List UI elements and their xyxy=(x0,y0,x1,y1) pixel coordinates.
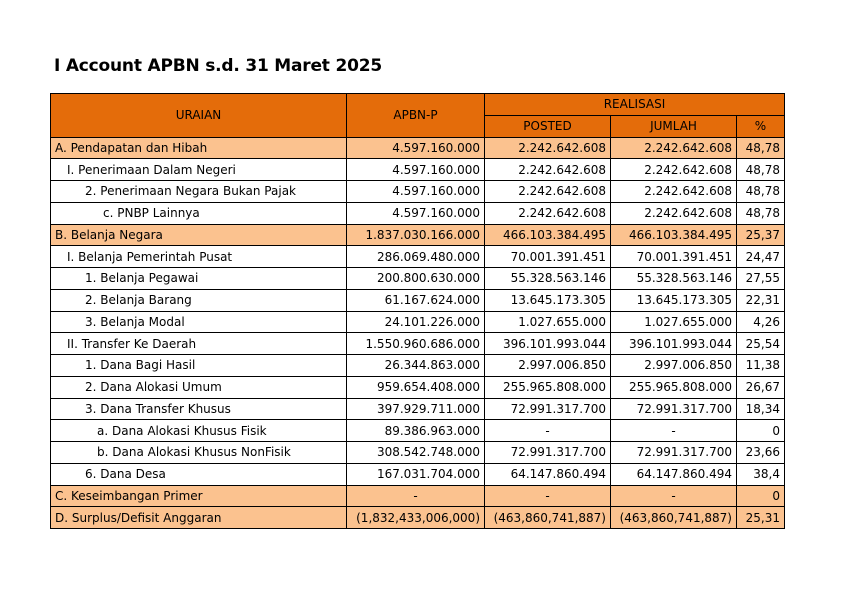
row-jumlah: 55.328.563.146 xyxy=(611,268,737,290)
row-jumlah: 72.991.317.700 xyxy=(611,442,737,464)
row-label: c. PNBP Lainnya xyxy=(51,202,347,224)
row-jumlah: - xyxy=(611,420,737,442)
table-row xyxy=(51,420,785,442)
row-posted: 2.242.642.608 xyxy=(485,137,611,159)
row-jumlah: 466.103.384.495 xyxy=(611,224,737,246)
table-row xyxy=(51,376,785,398)
table-row xyxy=(51,289,785,311)
row-apbnp: (1,832,433,006,000) xyxy=(347,507,485,529)
table-row xyxy=(51,333,785,355)
header-jumlah: JUMLAH xyxy=(611,115,737,137)
row-apbnp: 286.069.480.000 xyxy=(347,246,485,268)
row-apbnp: 200.800.630.000 xyxy=(347,268,485,290)
row-apbnp: 4.597.160.000 xyxy=(347,137,485,159)
row-percent: 48,78 xyxy=(737,202,785,224)
row-percent: 27,55 xyxy=(737,268,785,290)
row-posted: 2.997.006.850 xyxy=(485,355,611,377)
row-percent: 22,31 xyxy=(737,289,785,311)
row-apbnp: - xyxy=(347,485,485,507)
row-jumlah: - xyxy=(611,485,737,507)
header-percent: % xyxy=(737,115,785,137)
table-row xyxy=(51,463,785,485)
row-percent: 11,38 xyxy=(737,355,785,377)
row-percent: 23,66 xyxy=(737,442,785,464)
row-jumlah: 2.242.642.608 xyxy=(611,159,737,181)
row-percent: 38,4 xyxy=(737,463,785,485)
table-row xyxy=(51,159,785,181)
row-label: 2. Belanja Barang xyxy=(51,289,347,311)
table-row xyxy=(51,202,785,224)
row-posted: 1.027.655.000 xyxy=(485,311,611,333)
row-percent: 0 xyxy=(737,485,785,507)
row-percent: 48,78 xyxy=(737,181,785,203)
row-jumlah: 396.101.993.044 xyxy=(611,333,737,355)
row-apbnp: 26.344.863.000 xyxy=(347,355,485,377)
row-posted: 64.147.860.494 xyxy=(485,463,611,485)
row-percent: 18,34 xyxy=(737,398,785,420)
table-row xyxy=(51,398,785,420)
row-label: 3. Dana Transfer Khusus xyxy=(51,398,347,420)
row-percent: 25,37 xyxy=(737,224,785,246)
row-percent: 25,54 xyxy=(737,333,785,355)
row-jumlah: (463,860,741,887) xyxy=(611,507,737,529)
row-label: I. Penerimaan Dalam Negeri xyxy=(51,159,347,181)
row-label: I. Belanja Pemerintah Pusat xyxy=(51,246,347,268)
row-posted: 55.328.563.146 xyxy=(485,268,611,290)
row-label: II. Transfer Ke Daerah xyxy=(51,333,347,355)
header-posted: POSTED xyxy=(485,115,611,137)
apbn-table xyxy=(50,93,785,529)
row-apbnp: 1.837.030.166.000 xyxy=(347,224,485,246)
row-jumlah: 2.242.642.608 xyxy=(611,202,737,224)
row-posted: 2.242.642.608 xyxy=(485,181,611,203)
row-jumlah: 255.965.808.000 xyxy=(611,376,737,398)
row-label: 3. Belanja Modal xyxy=(51,311,347,333)
table-row xyxy=(51,224,785,246)
row-percent: 4,26 xyxy=(737,311,785,333)
row-posted: - xyxy=(485,420,611,442)
row-percent: 24,47 xyxy=(737,246,785,268)
row-label: 1. Dana Bagi Hasil xyxy=(51,355,347,377)
row-percent: 0 xyxy=(737,420,785,442)
row-label: C. Keseimbangan Primer xyxy=(51,485,347,507)
table-row xyxy=(51,485,785,507)
row-jumlah: 64.147.860.494 xyxy=(611,463,737,485)
row-posted: - xyxy=(485,485,611,507)
table-row xyxy=(51,246,785,268)
table-row xyxy=(51,311,785,333)
header-uraian: URAIAN xyxy=(51,94,347,138)
row-jumlah: 2.242.642.608 xyxy=(611,181,737,203)
row-apbnp: 89.386.963.000 xyxy=(347,420,485,442)
row-apbnp: 24.101.226.000 xyxy=(347,311,485,333)
row-label: 6. Dana Desa xyxy=(51,463,347,485)
header-apbnp: APBN-P xyxy=(347,94,485,138)
row-apbnp: 1.550.960.686.000 xyxy=(347,333,485,355)
page-title: I Account APBN s.d. 31 Maret 2025 xyxy=(54,56,382,76)
row-jumlah: 13.645.173.305 xyxy=(611,289,737,311)
row-label: 2. Dana Alokasi Umum xyxy=(51,376,347,398)
row-posted: 70.001.391.451 xyxy=(485,246,611,268)
row-posted: 72.991.317.700 xyxy=(485,442,611,464)
row-posted: (463,860,741,887) xyxy=(485,507,611,529)
row-jumlah: 70.001.391.451 xyxy=(611,246,737,268)
row-apbnp: 167.031.704.000 xyxy=(347,463,485,485)
row-label: D. Surplus/Defisit Anggaran xyxy=(51,507,347,529)
header-realisasi: REALISASI xyxy=(485,94,785,116)
row-apbnp: 4.597.160.000 xyxy=(347,159,485,181)
row-label: A. Pendapatan dan Hibah xyxy=(51,137,347,159)
row-posted: 466.103.384.495 xyxy=(485,224,611,246)
table-row xyxy=(51,137,785,159)
row-label: 2. Penerimaan Negara Bukan Pajak xyxy=(51,181,347,203)
row-label: 1. Belanja Pegawai xyxy=(51,268,347,290)
row-label: B. Belanja Negara xyxy=(51,224,347,246)
row-posted: 13.645.173.305 xyxy=(485,289,611,311)
row-percent: 48,78 xyxy=(737,137,785,159)
row-apbnp: 397.929.711.000 xyxy=(347,398,485,420)
row-apbnp: 959.654.408.000 xyxy=(347,376,485,398)
row-jumlah: 72.991.317.700 xyxy=(611,398,737,420)
row-apbnp: 4.597.160.000 xyxy=(347,181,485,203)
row-percent: 48,78 xyxy=(737,159,785,181)
table-row xyxy=(51,268,785,290)
row-percent: 25,31 xyxy=(737,507,785,529)
table-row xyxy=(51,507,785,529)
row-label: b. Dana Alokasi Khusus NonFisik xyxy=(51,442,347,464)
table-row xyxy=(51,442,785,464)
row-posted: 2.242.642.608 xyxy=(485,159,611,181)
row-jumlah: 2.997.006.850 xyxy=(611,355,737,377)
row-apbnp: 4.597.160.000 xyxy=(347,202,485,224)
row-posted: 72.991.317.700 xyxy=(485,398,611,420)
row-posted: 2.242.642.608 xyxy=(485,202,611,224)
table-row xyxy=(51,355,785,377)
row-posted: 255.965.808.000 xyxy=(485,376,611,398)
row-jumlah: 2.242.642.608 xyxy=(611,137,737,159)
table-row xyxy=(51,181,785,203)
row-percent: 26,67 xyxy=(737,376,785,398)
row-label: a. Dana Alokasi Khusus Fisik xyxy=(51,420,347,442)
row-apbnp: 308.542.748.000 xyxy=(347,442,485,464)
row-jumlah: 1.027.655.000 xyxy=(611,311,737,333)
row-posted: 396.101.993.044 xyxy=(485,333,611,355)
row-apbnp: 61.167.624.000 xyxy=(347,289,485,311)
